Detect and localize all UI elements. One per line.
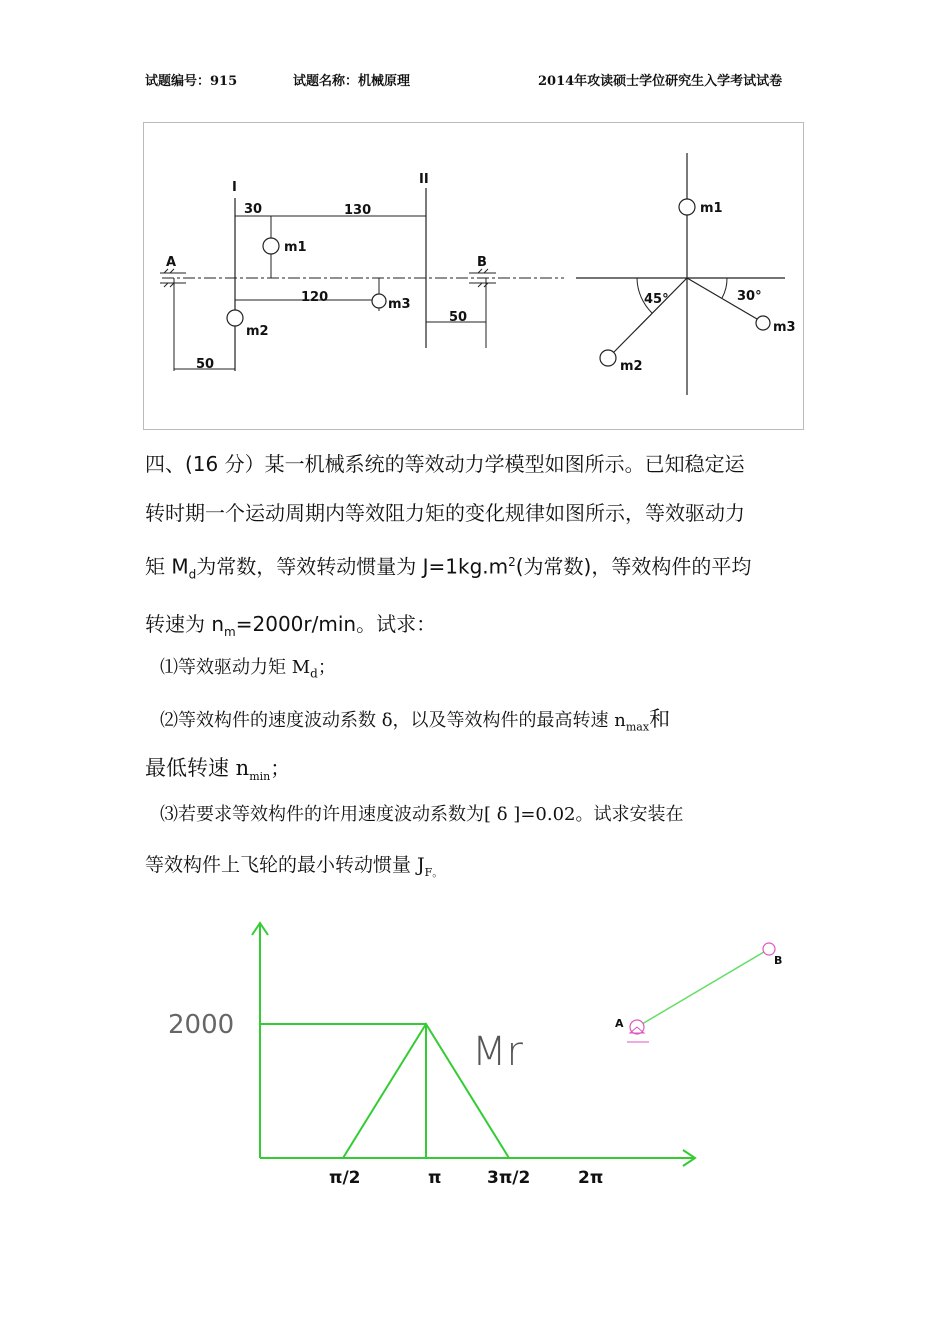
- subquestion-1: ⑴等效驱动力矩 $M_d$；: [160, 657, 336, 681]
- point-B-label: B: [774, 954, 783, 967]
- plane-II-label: II: [419, 172, 429, 187]
- x-tick-label: 3π/2: [487, 1168, 531, 1188]
- m1-label-right: m1: [700, 201, 723, 216]
- resistance-torque-figure: [160, 905, 840, 1209]
- m1-label-left: m1: [284, 240, 307, 255]
- subquestion-2: ⑵等效构件的速度波动系数 δ，以及等效构件的最高转速 $n_{max}$和: [160, 707, 671, 734]
- intro-line-3: 矩 $M_d$为常数，等效转动惯量为 $J=1kg.m^2$(为常数)，等效构件的平均: [145, 554, 752, 582]
- bearing-B-label: B: [477, 255, 487, 270]
- subquestion-3: ⑶若要求等效构件的许用速度波动系数为[ δ ]=0.02。试求安装在: [160, 804, 684, 825]
- m3-label-right: m3: [773, 320, 796, 335]
- link-AB: [637, 949, 769, 1027]
- dim-50-right: 50: [449, 310, 468, 325]
- dim-120: 120: [301, 290, 329, 305]
- question-intro: [145, 440, 810, 657]
- intro-line-1: 四、(16 分）某一机械系统的等效动力学模型如图所示。已知稳定运: [145, 452, 745, 476]
- intro-line-2: 转时期一个运动周期内等效阻力矩的变化规律如图所示，等效驱动力: [145, 501, 745, 525]
- x-tick-label: π/2: [329, 1168, 361, 1188]
- subquestion-3-cont: 等效构件上飞轮的最小转动惯量 $J_{F。}$: [145, 854, 444, 879]
- point-A-label: A: [615, 1017, 624, 1030]
- dim-30: 30: [244, 202, 263, 217]
- m3-label-left: m3: [388, 297, 411, 312]
- x-tick-label: π: [428, 1168, 442, 1188]
- y-tick-2000: 2000: [168, 1010, 235, 1040]
- balancing-figure: [143, 122, 804, 430]
- exam-title: 2014年攻读硕士学位研究生入学考试试卷: [538, 74, 783, 89]
- plane-I-label: I: [232, 180, 237, 195]
- dim-50-bottom: 50: [196, 357, 215, 372]
- m2-label-right: m2: [620, 359, 643, 374]
- angle-45: 45°: [644, 292, 669, 307]
- intro-line-4: 转速为 $n_m=2000r/\min$。试求：: [145, 611, 437, 639]
- angle-30: 30°: [737, 289, 762, 304]
- exam-code: 试题编号：915: [145, 74, 238, 89]
- dim-130: 130: [344, 203, 372, 218]
- m2-label-left: m2: [246, 324, 269, 339]
- x-tick-label: 2π: [578, 1168, 604, 1188]
- exam-name: 试题名称：机械原理: [293, 74, 411, 89]
- subquestion-2-cont: 最低转速 $n_{min}$；: [145, 756, 291, 783]
- series-label-Mr: Mr: [472, 1029, 523, 1075]
- bearing-A-label: A: [166, 255, 177, 270]
